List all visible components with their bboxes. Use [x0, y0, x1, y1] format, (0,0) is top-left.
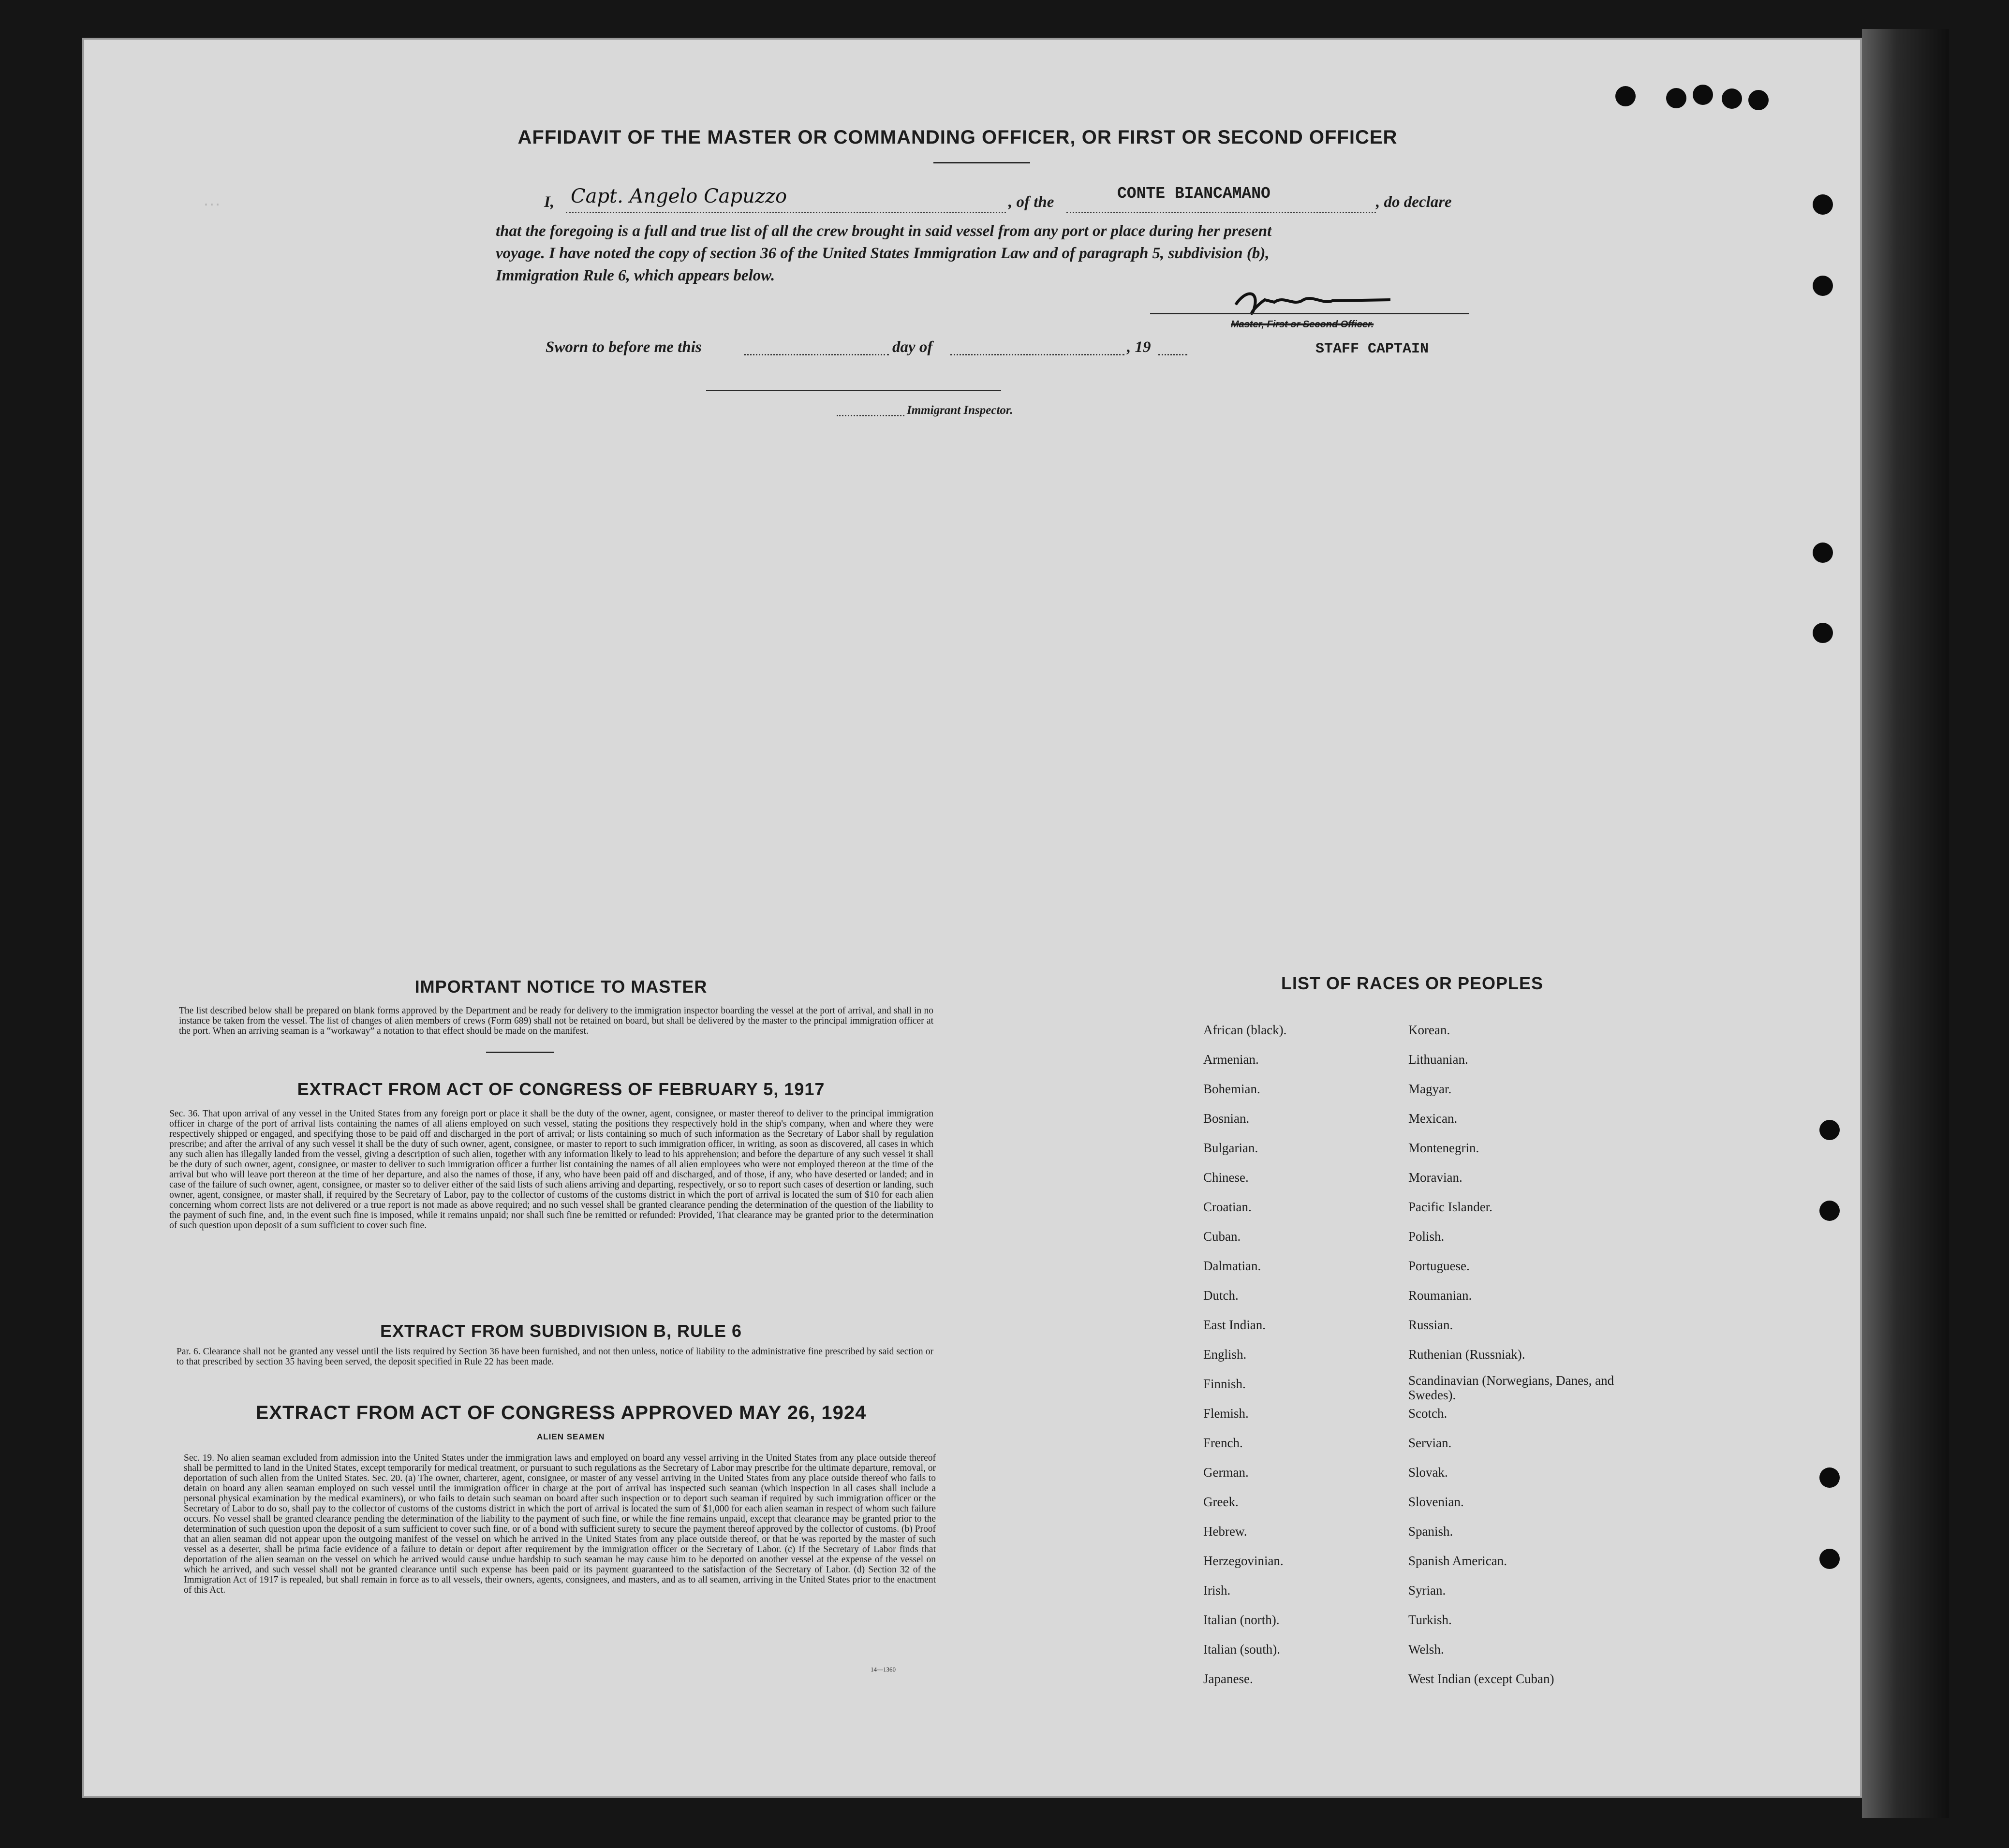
race-item: Japanese. — [1203, 1672, 1253, 1686]
race-item: Hebrew. — [1203, 1524, 1247, 1539]
race-item: Greek. — [1203, 1495, 1239, 1509]
race-item: African (black). — [1203, 1023, 1287, 1037]
race-item: Flemish. — [1203, 1406, 1249, 1421]
race-item: Italian (south). — [1203, 1642, 1280, 1657]
race-item: Bosnian. — [1203, 1111, 1250, 1126]
vessel-line — [1066, 212, 1376, 213]
race-item: Spanish. — [1408, 1524, 1453, 1539]
race-item: Italian (north). — [1203, 1613, 1280, 1627]
punch-hole — [1813, 543, 1833, 563]
staff-captain-title: STAFF CAPTAIN — [1315, 341, 1429, 357]
race-item: Lithuanian. — [1408, 1052, 1468, 1067]
race-item: Herzegovinian. — [1203, 1554, 1284, 1568]
vessel-name[interactable]: CONTE BIANCAMANO — [1117, 185, 1270, 203]
race-item: German. — [1203, 1465, 1249, 1480]
notice-title: IMPORTANT NOTICE TO MASTER — [414, 977, 708, 997]
declarant-prefix: I, — [544, 193, 555, 211]
extract-1924-title: EXTRACT FROM ACT OF CONGRESS APPROVED MAY 26, 1924 — [255, 1402, 867, 1423]
races-title: LIST OF RACES OR PEOPLES — [1281, 973, 1544, 993]
notice-text: The list described below shall be prepared on blank forms approved by the Department and be ready for delivery to the immigration inspector boarding the vessel at the port of arrival, and shall in no instance be taken from the vessel. The list of changes of alien members of crews (Form 689) shall not be retained on board, but shall be delivered by the master to the principal immigration officer at the port. When an arriving seaman is a “workaway” a notation to that effect should be made on the manifest. — [179, 1006, 933, 1036]
punch-hole — [1819, 1467, 1840, 1488]
sworn-year-line — [1158, 354, 1187, 355]
race-item: Portuguese. — [1408, 1259, 1470, 1273]
scan-shadow-edge — [1862, 29, 1949, 1818]
inspector-signature-line — [706, 390, 1001, 391]
race-item: Mexican. — [1408, 1111, 1458, 1126]
race-item: Dutch. — [1203, 1288, 1239, 1303]
race-item: Scotch. — [1408, 1406, 1448, 1421]
extract-1917-text: Sec. 36. That upon arrival of any vessel in the United States from any foreign port or place it shall be the duty of the owner, agent, consignee, or master thereof to deliver to the principal immigration officer in charge of the port of arrival lists containing the names of all aliens employed on such vessel, stating the positions they respectively hold in the ship's company, when and where they were respectively shipped or engaged, and specifying those to be paid off and discharged in the port of arrival; or lists containing so much of such information as the Secretary of Labor shall by regulation prescribe; and after the arrival of any such vessel it shall be the duty of such owner, agent, consignee, or master to report to such immigration officer, in writing, as soon as discovered, all cases in which any such alien has illegally landed from the vessel, giving a description of such alien, together with any information likely to lead to his apprehension; and before the departure of any such vessel it shall be the duty of such owner, agent, consignee, or master to deliver to such immigration officer a further list containing the names of all alien employees who were not employed thereon at the time of the arrival but who will leave port thereon at the time of her departure, and also the names of those, if any, who have been paid off and discharged, and of those, if any, who have deserted or landed; and in case of the failure of such owner, agent, consignee, or master so to deliver either of the said lists of such aliens arriving and departing, respectively, or so to report such cases of desertion or landing, such owner, agent, consignee, or master shall, if required by the Secretary of Labor, pay to the collector of customs of the customs district in which the port of arrival is located the sum of $10 for each alien concerning whom correct lists are not delivered or a true report is not made as above required; and no such vessel shall be granted clearance pending the determination of the question of the liability to the payment of such fine, and, in the event such fine is imposed, while it remains unpaid; nor shall such fine be remitted or refunded: Provided, That clearance may be granted prior to the determination of such question upon deposit of a sum sufficient to cover such fine. — [169, 1109, 933, 1231]
signature-line — [1150, 313, 1469, 314]
race-item: Slovenian. — [1408, 1495, 1464, 1509]
race-item: West Indian (except Cuban) — [1408, 1672, 1554, 1686]
race-item: Irish. — [1203, 1583, 1231, 1598]
do-declare-label: , do declare — [1376, 193, 1452, 211]
declaration-line-4: Immigration Rule 6, which appears below. — [496, 267, 775, 284]
notice-rule — [486, 1052, 554, 1053]
punch-hole — [1819, 1549, 1840, 1569]
punch-hole — [1748, 90, 1769, 110]
declaration-line-2: that the foregoing is a full and true list of all the crew brought in said vessel from any port or place during her present — [496, 222, 1272, 240]
bleed-through-mark: ··· — [203, 193, 221, 213]
punch-hole — [1819, 1201, 1840, 1221]
punch-hole — [1722, 88, 1742, 109]
race-item: Spanish American. — [1408, 1554, 1507, 1568]
alien-seamen-subtitle: ALIEN SEAMEN — [537, 1432, 605, 1441]
day-of-label: day of — [892, 338, 933, 356]
race-item: Korean. — [1408, 1023, 1450, 1037]
race-item: Welsh. — [1408, 1642, 1444, 1657]
race-item: Slovak. — [1408, 1465, 1448, 1480]
sworn-day-line — [744, 354, 889, 355]
race-item: Montenegrin. — [1408, 1141, 1479, 1155]
race-item: Servian. — [1408, 1436, 1452, 1450]
race-item: Turkish. — [1408, 1613, 1452, 1627]
struck-signature-title: Master, First or Second Officer. — [1231, 319, 1374, 330]
race-item: Polish. — [1408, 1229, 1445, 1244]
race-item: Moravian. — [1408, 1170, 1462, 1185]
extract-1924-text: Sec. 19. No alien seaman excluded from admission into the United States under the immigration laws and employed on board any vessel arriving in the United States from any place outside thereof shall be permitted to land in the United States, except temporarily for medical treatment, or pursuant to such regulations as the Secretary of Labor may prescribe for the ultimate departure, removal, or deportation of such alien from the United States. Sec. 20. (a) The owner, charterer, agent, consignee, or master of any vessel arriving in the United States from any place outside thereof who fails to detain on board any alien seaman employed on such vessel until the immigration officer in charge at the port of arrival has inspected such seaman (which inspection in all cases shall include a personal physical examination by the medical examiners), or who fails to detain such seaman on board after such inspection or to deport such seaman if required by such immigration officer or the Secretary of Labor to do so, shall pay to the collector of customs of the customs district in which the port of arrival is located the sum of $1,000 for each alien seaman in respect of whom such failure occurs. No vessel shall be granted clearance pending the determination of the liability to the payment of such fine, or while the fine remains unpaid, except that clearance may be granted prior to the determination of such question upon the deposit of a sum sufficient to cover such fine, or of a bond with sufficient surety to secure the payment thereof approved by the collector of customs. (b) Proof that an alien seaman did not appear upon the outgoing manifest of the vessel on which he arrived in the United States from any place outside thereof, or that he was reported by the master of such vessel as a deserter, shall be prima facie evidence of a failure to detain or deport after requirement by the immigration officer or the Secretary of Labor. (c) If the Secretary of Labor finds that deportation of the alien seaman on the vessel on which he arrived would cause undue hardship to such seaman he may cause him to be deported on another vessel at the expense of the vessel on which he arrived, and such vessel shall not be granted clearance until such expense has been paid or its payment guaranteed to the satisfaction of the Secretary of Labor. (d) Section 32 of the Immigration Act of 1917 is repealed, but shall remain in force as to all vessels, their owners, agents, consignees, and masters, and as to all seamen, arriving in the United States prior to the enactment of this Act. — [184, 1453, 936, 1595]
punch-hole — [1666, 88, 1686, 108]
inspector-dotted — [837, 415, 904, 416]
affidavit-title: AFFIDAVIT OF THE MASTER OR COMMANDING OFFICER, OR FIRST OR SECOND OFFICER — [517, 127, 1398, 148]
race-item: Bohemian. — [1203, 1082, 1260, 1096]
race-item: East Indian. — [1203, 1318, 1266, 1332]
sworn-month-line — [950, 354, 1124, 355]
punch-hole — [1693, 85, 1713, 105]
punch-hole — [1813, 623, 1833, 643]
race-item: Pacific Islander. — [1408, 1200, 1492, 1214]
race-item: Chinese. — [1203, 1170, 1249, 1185]
declaration-line-3: voyage. I have noted the copy of section 36 of the United States Immigration Law and of paragraph 5, subdivision (b), — [496, 245, 1270, 262]
race-item: Croatian. — [1203, 1200, 1252, 1214]
extract-rule6-title: EXTRACT FROM SUBDIVISION B, RULE 6 — [380, 1321, 742, 1341]
declarant-name: Capt. Angelo Capuzzo — [571, 185, 787, 207]
title-rule — [933, 162, 1030, 163]
sworn-label: Sworn to before me this — [546, 338, 702, 356]
of-the-label: , of the — [1008, 193, 1054, 211]
race-item: Russian. — [1408, 1318, 1453, 1332]
extract-rule6-text: Par. 6. Clearance shall not be granted any vessel until the lists required by Section 36 have been furnished, and not then unless, notice of liability to the administrative fine prescribed by said section or to that prescribed by section 35 having been served, the deposit specified in Rule 22 has been made. — [177, 1347, 933, 1367]
race-item: Ruthenian (Russniak). — [1408, 1347, 1525, 1362]
race-item: Magyar. — [1408, 1082, 1452, 1096]
name-line — [566, 212, 1006, 213]
race-item: Cuban. — [1203, 1229, 1241, 1244]
race-item: French. — [1203, 1436, 1243, 1450]
form-number: 14—1360 — [871, 1666, 896, 1673]
race-item: English. — [1203, 1347, 1247, 1362]
extract-1917-title: EXTRACT FROM ACT OF CONGRESS OF FEBRUARY 5, 1917 — [297, 1079, 825, 1099]
race-item: Armenian. — [1203, 1052, 1259, 1067]
race-item: Syrian. — [1408, 1583, 1446, 1598]
race-item: Finnish. — [1203, 1377, 1246, 1391]
punch-hole — [1819, 1120, 1840, 1140]
inspector-label: Immigrant Inspector. — [907, 404, 1013, 417]
race-item: Roumanian. — [1408, 1288, 1472, 1303]
punch-hole — [1813, 194, 1833, 215]
race-item: Scandinavian (Norwegians, Danes, and Swedes). — [1408, 1373, 1614, 1402]
race-item: Bulgarian. — [1203, 1141, 1258, 1155]
race-item: Dalmatian. — [1203, 1259, 1261, 1273]
punch-hole — [1615, 86, 1636, 106]
punch-hole — [1813, 276, 1833, 296]
year-prefix: , 19 — [1127, 338, 1151, 356]
